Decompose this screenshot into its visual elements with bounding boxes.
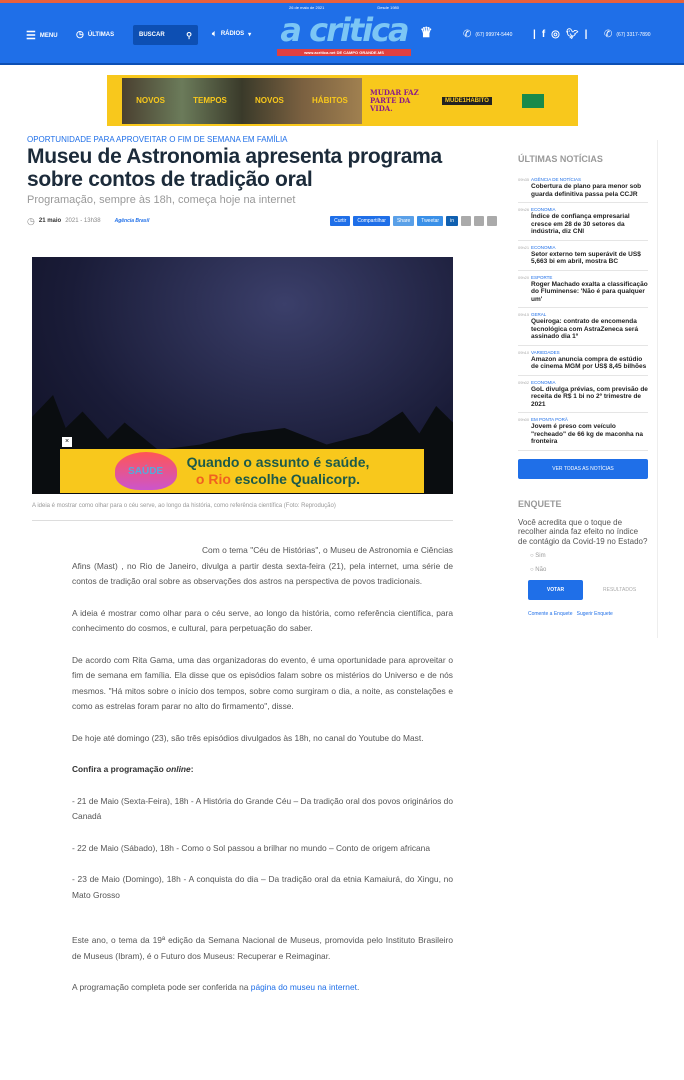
site-header: [0, 3, 684, 65]
share-bar: [330, 216, 497, 226]
news-headline: Setor externo tem superávit de US$ 5,663 bi em abril, mostra BC: [531, 250, 641, 265]
article-subtitle: Programação, sempre às 18h, começa hoje na internet: [27, 194, 296, 206]
news-category: GERAL: [531, 312, 547, 317]
whatsapp-link[interactable]: ✆ (67) 99974-5440: [463, 29, 513, 40]
radios-dropdown[interactable]: 🔈︎ RÁDIOS ▾: [212, 29, 252, 38]
telegram-share-button[interactable]: Share: [393, 216, 414, 226]
news-time: 09h10: [518, 349, 530, 355]
news-headline: Jovem é preso com veículo "recheado" de 66 kg de maconha na fronteira: [531, 423, 644, 445]
news-time: 09h26: [518, 207, 530, 212]
logo-since: Desde 1980: [377, 5, 399, 10]
news-headline: GoL divulga prévias, com previsão de receita de R$ 1 bi no 2º trimestre de 2021: [531, 385, 648, 408]
news-headline: Amazon anuncia compra de estúdio de cinema MGM por US$ 8,45 bilhões: [531, 355, 647, 370]
news-time: 09h15: [518, 312, 530, 317]
news-item[interactable]: [518, 376, 648, 414]
site-logo[interactable]: [275, 5, 413, 61]
article-header: [27, 134, 497, 227]
menu-button[interactable]: ☰ MENU: [26, 30, 58, 42]
comment-icon[interactable]: [474, 216, 484, 226]
clock-icon: ◷: [27, 215, 35, 226]
comment-poll-link[interactable]: Comente a Enquete: [528, 611, 573, 617]
news-item[interactable]: [518, 308, 648, 346]
photo-caption: A ideia é mostrar como olhar para o céu serve, ao longo da história, como referência científica (Foto: Reprodução): [32, 503, 336, 509]
sidebar: ÚLTIMAS NOTÍCIAS 09h35 AGÊNCIA DE NOTÍCIAS Cobertura de plano para menor sob guarda definitiva passa pela CCJR 09h26 ECONOMIA Índice de confiança empresarial cresce em 28 de 30 setores da indústria, diz CNI 09h21 ECONOMIA Setor externo tem superávit de US$ 5,663 bi em abril, mostra BC 09h20 ESPORTE Roger Machado exalta a classificação do Fluminense: 'Não é para qualquer um' 09h15 GERAL Queiroga: contrato de encomenda tecnológica com AstraZeneca será assinado dia 1º 09h10 VARIEDADES Amazon anuncia compra de estúdio de cinema MGM por US$ 8,45 bilhões 09h02 ECONOMIA GoL divulga prévias, com previsão de receita de R$ 1 bi no 2º trimestre de 2021 09h00 EM PONTA PORÃ Jovem é preso com veículo "recheado" de 66 kg de maconha na fronteira VER TODAS AS NOTÍCIAS ENQUETE Você acredita que o toque de recolher ainda faz efeito no índice de contágio da Covid-19 no Estado? ○ Sim ○ Não VOTAR RESULTADOS Comente a Enquete Sugerir Enquete: [510, 140, 658, 638]
suggest-poll-link[interactable]: Sugerir Enquete: [576, 611, 613, 617]
news-item[interactable]: [518, 346, 648, 376]
award-icon: ♛: [420, 24, 433, 40]
print-icon[interactable]: [487, 216, 497, 226]
museum-link[interactable]: página do museu na internet: [250, 982, 357, 992]
ad-photos: NOVOS TEMPOS NOVOS HÁBITOS: [122, 78, 362, 124]
poll-option-nao[interactable]: ○ Não: [530, 567, 547, 573]
news-time: 09h35: [518, 177, 530, 182]
inline-ad[interactable]: SAÚDE Quando o assunto é saúde, o Rio escolhe Qualicorp.: [60, 449, 424, 493]
news-item[interactable]: [518, 203, 648, 241]
hamburger-icon: ☰: [26, 30, 36, 42]
separator: |: [533, 29, 536, 40]
news-headline: Cobertura de plano para menor sob guarda definitiva passa pela CCJR: [531, 183, 642, 198]
vote-button[interactable]: VOTAR: [528, 580, 583, 600]
article-kicker: OPORTUNIDADE PARA APROVEITAR O FIM DE SEMANA EM FAMÍLIA: [27, 135, 288, 144]
phone-link[interactable]: ✆ (67) 3317-7890: [604, 29, 651, 40]
news-headline: Índice de confiança empresarial cresce em 28 de 30 setores da indústria, diz CNI: [531, 213, 630, 235]
news-item[interactable]: [518, 173, 648, 203]
phone-icon: ✆: [604, 29, 613, 40]
news-headline: Roger Machado exalta a classificação do Fluminense: 'Não é para qualquer um': [531, 280, 648, 303]
clock-icon: ◷: [76, 29, 84, 39]
news-category: ESPORTE: [531, 274, 553, 280]
news-item[interactable]: [518, 241, 648, 271]
news-time: 09h20: [518, 274, 530, 280]
results-link[interactable]: RESULTADOS: [603, 587, 637, 593]
tweet-button[interactable]: Tweetar: [417, 216, 443, 226]
whatsapp-icon: ✆: [463, 29, 472, 40]
search-input[interactable]: BUSCAR ⚲: [133, 25, 198, 45]
divider: [32, 520, 453, 521]
agency-logo: Agência Brasil: [114, 218, 150, 224]
news-category: ECONOMIA: [531, 207, 556, 212]
article-title: Museu de Astronomia apresenta programa sobre contos de tradição oral: [27, 145, 442, 191]
email-icon[interactable]: [461, 216, 471, 226]
see-all-news-button[interactable]: VER TODAS AS NOTÍCIAS: [518, 459, 648, 479]
logo-bar: www.acritica.net DE CAMPO GRANDE-MS: [277, 49, 411, 56]
ultimas-button[interactable]: ◷ ÚLTIMAS: [76, 29, 115, 39]
instagram-icon[interactable]: ◎: [551, 29, 560, 40]
chevron-down-icon: ▾: [248, 31, 252, 38]
poll-question: Você acredita que o toque de recolher ainda faz efeito no índice de contágio da Covid-19 no Estado?: [518, 517, 648, 546]
news-category: ECONOMIA: [531, 379, 556, 385]
news-category: EM PONTA PORÃ: [531, 417, 568, 422]
facebook-share-button[interactable]: Compartilhar: [353, 216, 390, 226]
ad-logo: SAÚDE: [115, 452, 177, 490]
news-item[interactable]: [518, 271, 648, 309]
like-button[interactable]: Curtir: [330, 216, 350, 226]
article-body: Com o tema "Céu de Histórias", o Museu de Astronomia e Ciências Afins (Mast) , no Rio de Janeiro, divulga a partir desta sexta-feira (21), pela internet, uma série de contos de tradição oral sobre as observações dos astros na perspectiva de povos tradicionais. A ideia é mostrar como olhar para o céu serve, ao longo da história, como referência científica, para conhecimento do cosmos, e cultural, para perpetuação do saber. De acordo com Rita Gama, uma das organizadoras do evento, é uma oportunidade para aproveitar o fim de semana em família. Ela disse que os episódios falam sobre os mistérios do Universo e de nós mesmos. "Há mitos sobre o início dos tempos, sobre como surgiram o dia, a noite, as constelações e como as estrelas foram parar no alto do firmamento", disse. De hoje até domingo (23), são três episódios divulgados às 18h, no canal do Youtube do Mast. Confira a programação online: - 21 de Maio (Sexta-Feira), 18h - A História do Grande Céu – Da tradição oral dos povos originários do Canadá - 22 de Maio (Sábado), 18h - Como o Sol passou a brilhar no mundo – Conto de origem africana - 23 de Maio (Domingo), 18h - A conquista do dia – Da tradição oral da etnia Kamaiurá, do Xingu, no Mato Grosso Este ano, o tema da 19ª edição da Semana Nacional de Museus, promovida pelo Instituto Brasileiro de Museus (Ibram), é o Futuro dos Museus: Recuperar e Reimaginar. A programação completa pode ser conferida na página do museu na internet.: [72, 545, 453, 992]
top-banner-ad[interactable]: NOVOS TEMPOS NOVOS HÁBITOS MUDAR FAZ PARTE DA VIDA. MUDE1HABITO: [107, 75, 578, 126]
news-category: ECONOMIA: [531, 244, 556, 250]
linkedin-button[interactable]: in: [446, 216, 458, 226]
news-time: 09h00: [518, 417, 530, 422]
news-headline: Queiroga: contrato de encomenda tecnológica com AstraZeneca será assinado dia 1º: [531, 318, 639, 340]
search-icon: ⚲: [186, 30, 192, 40]
facebook-icon[interactable]: f: [541, 29, 546, 40]
logo-wordmark: a critica: [280, 11, 408, 49]
logo-date: 26 de maio de 2021: [289, 5, 325, 10]
news-category: AGÊNCIA DE NOTÍCIAS: [531, 177, 582, 182]
sponsor-logo: [522, 94, 544, 108]
close-ad-button[interactable]: ×: [62, 437, 72, 447]
article-date: ◷ 21 maio 2021 - 13h38: [27, 215, 101, 226]
poll-option-sim[interactable]: ○ Sim: [530, 553, 546, 559]
twitter-icon[interactable]: 🐦︎: [565, 29, 579, 40]
separator: |: [584, 29, 588, 40]
news-time: 09h02: [518, 379, 530, 385]
speaker-icon: 🔈︎: [212, 29, 217, 38]
news-category: VARIEDADES: [531, 349, 560, 355]
news-item[interactable]: [518, 413, 648, 451]
news-time: 09h21: [518, 244, 530, 250]
